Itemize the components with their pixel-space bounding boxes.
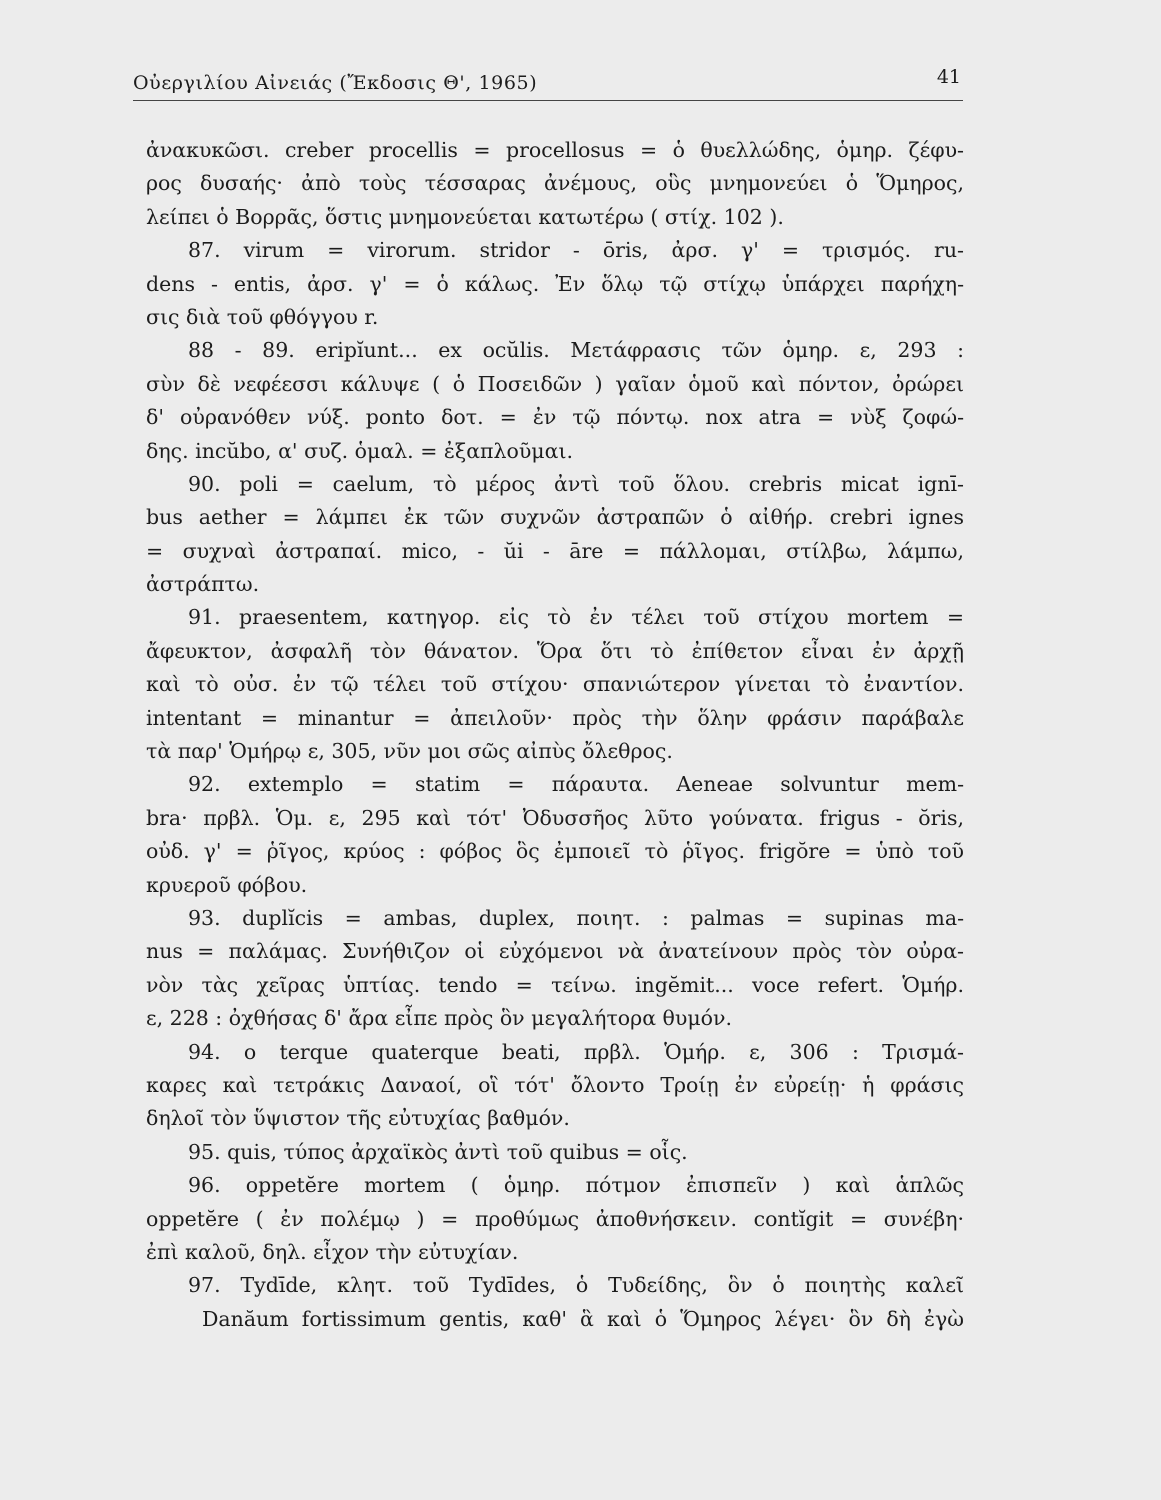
note-90: 90. poli = caelum, τὸ μέρος ἀντὶ τοῦ ὅλου. crebris micat ignī-: [188, 471, 964, 496]
text-line: νὸν τὰς χεῖρας ὑπτίας. tendo = τείνω. ingĕmit... voce refert. Ὁμήρ.: [146, 972, 964, 997]
commentary-text: [146, 134, 964, 1336]
note-96: 96. oppetĕre mortem ( ὁμηρ. πότμον ἐπισπεῖν ) καὶ ἁπλῶς: [188, 1173, 964, 1198]
note-94: 94. o terque quaterque beati, πρβλ. Ὁμήρ. ε, 306 : Τρισμά-: [188, 1039, 964, 1064]
text-line: Danăum fortissimum gentis, καθ' ἃ καὶ ὁ Ὅμηρος λέγει· ὃν δὴ ἐγὼ: [202, 1306, 964, 1331]
running-title: Οὐεργιλίου Αἰνειάς (Ἔκδοσις Θ', 1965): [133, 72, 538, 94]
note-95: 95. quis, τύπος ἀρχαϊκὸς ἀντὶ τοῦ quibus = οἷς.: [188, 1139, 688, 1164]
note-92: 92. extemplo = statim = πάραυτα. Aeneae solvuntur mem-: [188, 772, 964, 797]
text-line: δ' οὐρανόθεν νύξ. ponto δοτ. = ἐν τῷ πόντῳ. nox atra = νὺξ ζοφώ-: [146, 405, 964, 430]
text-line: ἐπὶ καλοῦ, δηλ. εἶχον τὴν εὐτυχίαν.: [146, 1239, 519, 1264]
note-97: 97. Tydīde, κλητ. τοῦ Tydīdes, ὁ Τυδείδης, ὃν ὁ ποιητὴς καλεῖ: [188, 1273, 964, 1298]
text-line: δης. incŭbo, α' συζ. ὁμαλ. = ἐξαπλοῦμαι.: [146, 438, 574, 463]
note-88-89: 88 - 89. eripĭunt... ex ocŭlis. Μετάφρασις τῶν ὁμηρ. ε, 293 :: [188, 338, 964, 363]
note-93: 93. duplĭcis = ambas, duplex, ποιητ. : palmas = supinas ma-: [188, 905, 964, 930]
text-line: bra· πρβλ. Ὁμ. ε, 295 καὶ τότ' Ὀδυσσῆος λῦτο γούνατα. frigus - ŏris,: [146, 805, 964, 830]
text-line: ρος δυσαής· ἀπὸ τοὺς τέσσαρας ἀνέμους, οὓς μνημονεύει ὁ Ὅμηρος,: [146, 171, 964, 196]
text-line: καρες καὶ τετράκις Δαναοί, οἳ τότ' ὄλοντο Τροίῃ ἐν εὐρείῃ· ἡ φράσις: [146, 1072, 964, 1097]
text-line: σὺν δὲ νεφέεσσι κάλυψε ( ὁ Ποσειδῶν ) γαῖαν ὁμοῦ καὶ πόντον, ὀρώρει: [146, 371, 964, 396]
text-line: ἀστράπτω.: [146, 572, 260, 597]
text-line: ε, 228 : ὀχθήσας δ' ἄρα εἶπε πρὸς ὃν μεγαλήτορα θυμόν.: [146, 1006, 733, 1031]
text-line: ἀνακυκῶσι. creber procellis = procellosus = ὁ θυελλώδης, ὁμηρ. ζέφυ-: [146, 138, 964, 162]
text-line: intentant = minantur = ἀπειλοῦν· πρὸς τὴν ὅλην φράσιν παράβαλε: [146, 705, 964, 730]
text-line: σις διὰ τοῦ φθόγγου r.: [146, 304, 379, 329]
text-line: λείπει ὁ Βορρᾶς, ὅστις μνημονεύεται κατωτέρω ( στίχ. 102 ).: [146, 204, 784, 229]
text-line: καὶ τὸ οὐσ. ἐν τῷ τέλει τοῦ στίχου· σπανιώτερον γίνεται τὸ ἐναντίον.: [146, 672, 964, 697]
text-line: κρυεροῦ φόβου.: [146, 872, 308, 897]
page-header: [133, 66, 963, 101]
text-line: dens - entis, ἀρσ. γ' = ὁ κάλως. Ἐν ὅλῳ τῷ στίχῳ ὑπάρχει παρήχη-: [146, 271, 964, 296]
text-line: τὰ παρ' Ὁμήρῳ ε, 305, νῦν μοι σῶς αἰπὺς ὄλεθρος.: [146, 739, 673, 764]
note-91: 91. praesentem, κατηγορ. εἰς τὸ ἐν τέλει τοῦ στίχου mortem =: [188, 605, 964, 630]
text-line: οὐδ. γ' = ῥῖγος, κρύος : φόβος ὃς ἐμποιεῖ τὸ ῥῖγος. frigŏre = ὑπὸ τοῦ: [146, 839, 964, 864]
text-line: = συχναὶ ἀστραπαί. mico, - ŭi - āre = πάλλομαι, στίλβω, λάμπω,: [146, 538, 964, 563]
page-number: 41: [936, 66, 961, 88]
text-line: δηλοῖ τὸν ὕψιστον τῆς εὐτυχίας βαθμόν.: [146, 1106, 570, 1131]
text-line: oppetĕre ( ἐν πολέμῳ ) = προθύμως ἀποθνήσκειν. contĭgit = συνέβη·: [146, 1206, 964, 1231]
text-line: nus = παλάμας. Συνήθιζον οἱ εὐχόμενοι νὰ ἀνατείνουν πρὸς τὸν οὐρα-: [146, 939, 964, 964]
note-87: 87. virum = virorum. stridor - ōris, ἀρσ. γ' = τρισμός. ru-: [188, 238, 964, 263]
text-line: bus aether = λάμπει ἐκ τῶν συχνῶν ἀστραπῶν ὁ αἰθήρ. crebri ignes: [146, 505, 964, 530]
text-line: ἄφευκτον, ἀσφαλῆ τὸν θάνατον. Ὅρα ὅτι τὸ ἐπίθετον εἶναι ἐν ἀρχῇ: [146, 638, 964, 663]
